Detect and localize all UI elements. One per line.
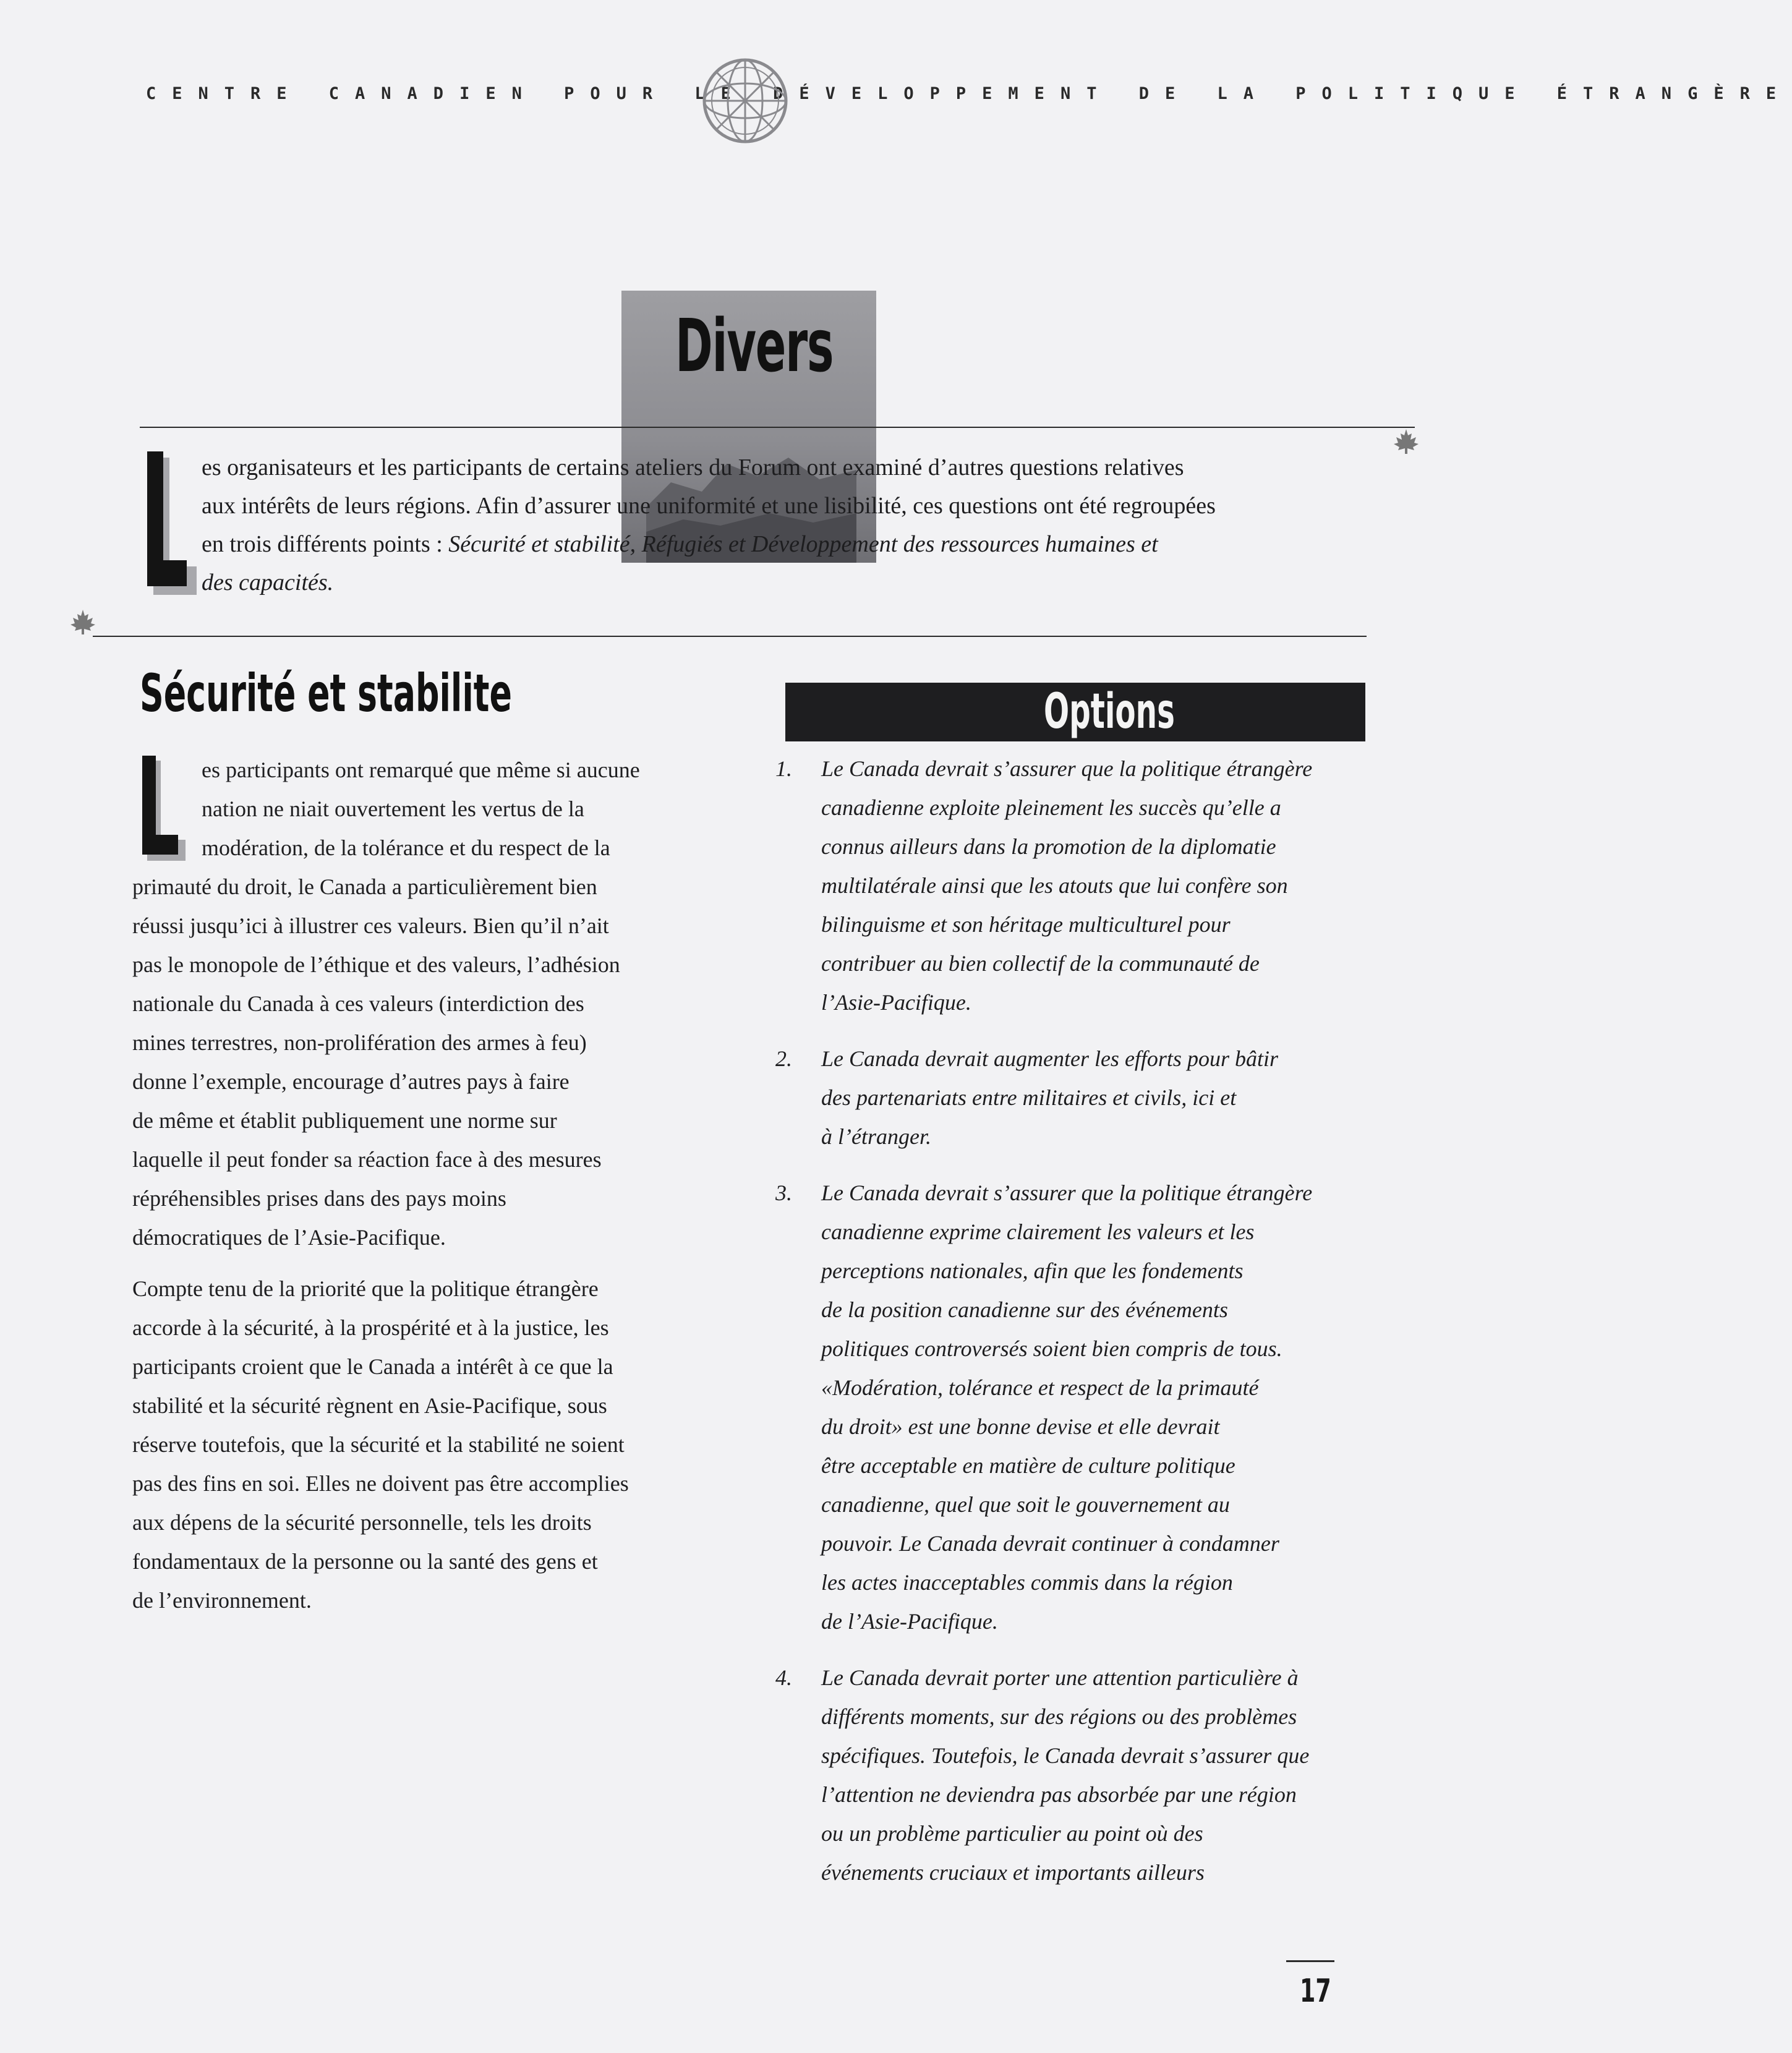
option-line: contribuer au bien collectif de la communauté de [821, 951, 1260, 976]
text-line: modération, de la tolérance et du respect de la [202, 835, 610, 860]
text-line: donne l’exemple, encourage d’autres pays à faire [132, 1069, 570, 1094]
option-line: pouvoir. Le Canada devrait continuer à condamner [821, 1531, 1279, 1556]
top-divider [140, 427, 1415, 428]
option-line: canadienne exprime clairement les valeurs et les [821, 1219, 1255, 1244]
text-line: stabilité et la sécurité règnent en Asie-Pacifique, sous [132, 1393, 607, 1418]
intro-italic-last: des capacités. [202, 570, 334, 595]
text-line: accorde à la sécurité, à la prospérité et à la justice, les [132, 1315, 609, 1340]
intro-line [202, 563, 1370, 602]
text-line: pas des fins en soi. Elles ne doivent pas être accomplies [132, 1471, 629, 1496]
text-line: aux dépens de la sécurité personnelle, tels les droits [132, 1510, 592, 1535]
intro-italic-topics: Sécurité et stabilité, Réfugiés et Développement des ressources humaines et [448, 531, 1158, 557]
text-line: primauté du droit, le Canada a particulièrement bien [132, 874, 597, 899]
option-line: «Modération, tolérance et respect de la primauté [821, 1375, 1259, 1400]
option-line: bilinguisme et son héritage multiculturel pour [821, 912, 1231, 937]
mid-divider [93, 636, 1367, 637]
option-line: les actes inacceptables commis dans la région [821, 1570, 1233, 1595]
text-line: fondamentaux de la personne ou la santé des gens et [132, 1549, 598, 1574]
option-line: perceptions nationales, afin que les fondements [821, 1258, 1244, 1283]
text-line: Compte tenu de la priorité que la politique étrangère [132, 1276, 599, 1301]
intro-paragraph [202, 448, 1370, 602]
text-line: nation ne niait ouvertement les vertus de la [202, 796, 584, 821]
option-line: de l’Asie-Pacifique. [821, 1609, 998, 1634]
option-number: 3. [775, 1180, 792, 1205]
section-heading: Sécurité et stabilite [140, 663, 512, 723]
option-line: Le Canada devrait s’assurer que la politique étrangère [821, 756, 1313, 781]
option-line: du droit» est une bonne devise et elle devrait [821, 1414, 1220, 1439]
text-line: répréhensibles prises dans des pays moins [132, 1186, 506, 1211]
option-item [775, 749, 1381, 1022]
option-line: de la position canadienne sur des événements [821, 1297, 1228, 1322]
intro-text: en trois différents points : [202, 531, 443, 557]
text-line: pas le monopole de l’éthique et des valeurs, l’adhésion [132, 952, 620, 977]
text-line: démocratiques de l’Asie-Pacifique. [132, 1225, 446, 1250]
intro-line: aux intérêts de leurs régions. Afin d’assurer une uniformité et une lisibilité, ces questions ont été regroupées [202, 493, 1216, 519]
option-line: l’Asie-Pacifique. [821, 990, 971, 1015]
options-heading: Options [1044, 684, 1175, 740]
text-line: nationale du Canada à ces valeurs (interdiction des [132, 991, 584, 1016]
left-column [132, 751, 726, 1620]
option-line: différents moments, sur des régions ou des problèmes [821, 1704, 1297, 1729]
text-line: de l’environnement. [132, 1588, 312, 1613]
option-line: Le Canada devrait porter une attention particulière à [821, 1665, 1299, 1690]
maple-leaf-icon [69, 608, 96, 636]
option-line: Le Canada devrait s’assurer que la politique étrangère [821, 1180, 1313, 1205]
option-number: 4. [775, 1665, 792, 1690]
option-line: Le Canada devrait augmenter les efforts pour bâtir [821, 1046, 1278, 1071]
text-line: de même et établit publiquement une norme sur [132, 1108, 557, 1133]
option-line: multilatérale ainsi que les atouts que lui confère son [821, 873, 1288, 898]
globe-emblem-icon [699, 54, 791, 147]
page-title: Divers [675, 303, 834, 388]
option-line: politiques controversés soient bien compris de tous. [821, 1336, 1282, 1361]
option-line: des partenariats entre militaires et civils, ici et [821, 1085, 1237, 1110]
intro-line [202, 525, 1370, 563]
option-line: canadienne, quel que soit le gouvernement au [821, 1492, 1230, 1517]
option-line: à l’étranger. [821, 1124, 931, 1149]
text-line: es participants ont remarqué que même si aucune [202, 758, 640, 782]
text-line: mines terrestres, non-prolifération des armes à feu) [132, 1030, 587, 1055]
option-item [775, 1039, 1381, 1156]
option-line: ou un problème particulier au point où des [821, 1821, 1203, 1846]
page-number-rule [1286, 1960, 1334, 1962]
text-line: laquelle il peut fonder sa réaction face à des mesures [132, 1147, 602, 1172]
options-list [775, 749, 1381, 1910]
maple-leaf-icon [1393, 428, 1420, 455]
option-number: 2. [775, 1046, 792, 1071]
text-line: réserve toutefois, que la sécurité et la stabilité ne soient [132, 1432, 625, 1457]
intro-dropcap [147, 451, 197, 600]
option-line: connus ailleurs dans la promotion de la diplomatie [821, 834, 1276, 859]
option-number: 1. [775, 756, 792, 781]
option-line: événements cruciaux et importants ailleurs [821, 1860, 1205, 1885]
option-line: être acceptable en matière de culture politique [821, 1453, 1235, 1478]
text-line: réussi jusqu’ici à illustrer ces valeurs. Bien qu’il n’ait [132, 913, 609, 938]
option-item [775, 1174, 1381, 1641]
option-item [775, 1658, 1381, 1892]
option-line: spécifiques. Toutefois, le Canada devrait s’assurer que [821, 1743, 1310, 1768]
option-line: canadienne exploite pleinement les succès qu’elle a [821, 795, 1281, 820]
option-line: l’attention ne deviendra pas absorbée par une région [821, 1782, 1297, 1807]
text-line: participants croient que le Canada a intérêt à ce que la [132, 1354, 613, 1379]
page-number: 17 [1300, 1973, 1331, 2010]
paragraph-gap [132, 1257, 726, 1270]
intro-line: es organisateurs et les participants de certains ateliers du Forum ont examiné d’autres questions relatives [202, 455, 1184, 480]
running-header: CENTRE CANADIEN POUR LE DÉVELOPPEMENT DE LA POLITIQUE ÉTRANGÈRE [146, 84, 1792, 103]
